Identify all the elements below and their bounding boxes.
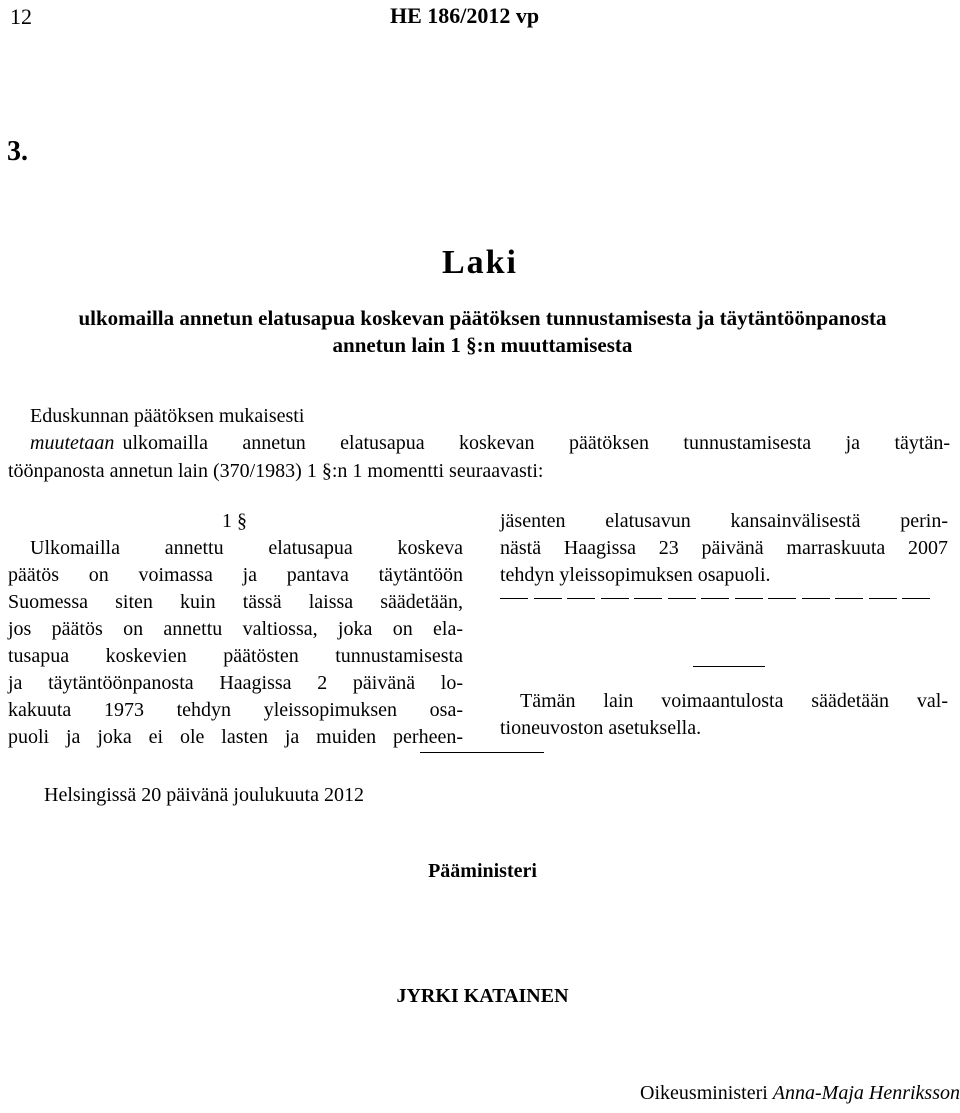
preamble-line-2-text: ulkomailla annetun elatusapua koskevan päätöksen tunnustamisesta ja täytän- bbox=[122, 432, 950, 454]
right-line-1: jäsenten elatusavun kansainvälisestä perin- bbox=[500, 510, 948, 532]
left-line-6: ja täytäntöönpanosta Haagissa 2 päivänä lo- bbox=[8, 672, 463, 694]
right-line-2: nästä Haagissa 23 päivänä marraskuuta 2007 bbox=[500, 537, 948, 559]
page-number: 12 bbox=[10, 4, 32, 29]
left-line-1: Ulkomailla annettu elatusapua koskeva bbox=[30, 537, 463, 559]
document-id: HE 186/2012 vp bbox=[390, 3, 540, 28]
left-line-2: päätös on voimassa ja pantava täytäntöön bbox=[8, 564, 463, 586]
left-line-7: kakuuta 1973 tehdyn yleissopimuksen osa- bbox=[8, 699, 463, 721]
law-subtitle-line-1: ulkomailla annetun elatusapua koskevan päätöksen tunnustamisesta ja täytäntöönpanosta bbox=[78, 306, 887, 330]
law-subtitle-line-2: annetun lain 1 §:n muuttamisesta bbox=[332, 333, 633, 357]
pm-name: JYRKI KATAINEN bbox=[396, 985, 569, 1007]
law-title: Laki bbox=[441, 244, 519, 281]
preamble-emphasis: muutetaan bbox=[30, 432, 115, 454]
minister-name: Anna-Maja Henriksson bbox=[772, 1082, 960, 1104]
left-line-4: jos päätös on annettu valtiossa, joka on ela- bbox=[8, 618, 463, 640]
preamble-line-1: Eduskunnan päätöksen mukaisesti bbox=[30, 405, 305, 427]
section-number: 3. bbox=[7, 136, 28, 167]
right-line-3: tehdyn yleissopimuksen osapuoli. bbox=[500, 564, 771, 586]
dashed-separator bbox=[500, 598, 930, 599]
left-line-8: puoli ja joka ei ole lasten ja muiden perheen- bbox=[8, 726, 463, 748]
entry-into-force-line-1: Tämän lain voimaantulosta säädetään val- bbox=[520, 690, 948, 712]
entry-into-force-line-2: tioneuvoston asetuksella. bbox=[500, 717, 702, 739]
place-date: Helsingissä 20 päivänä joulukuuta 2012 bbox=[44, 784, 364, 806]
minister-title: Oikeusministeri bbox=[640, 1082, 768, 1104]
minister-signature bbox=[520, 1082, 960, 1105]
left-line-5: tusapua koskevien päätösten tunnustamisesta bbox=[8, 645, 463, 667]
left-line-3: Suomessa siten kuin tässä laissa säädetään, bbox=[8, 591, 463, 613]
entry-into-force-rule bbox=[693, 666, 765, 667]
section-heading: 1 § bbox=[222, 510, 247, 532]
preamble-line-2 bbox=[30, 430, 950, 456]
pm-title: Pääministeri bbox=[428, 860, 537, 882]
closing-rule bbox=[420, 752, 544, 753]
preamble-line-3: töönpanosta annetun lain (370/1983) 1 §:n 1 momentti seuraavasti: bbox=[8, 460, 544, 482]
